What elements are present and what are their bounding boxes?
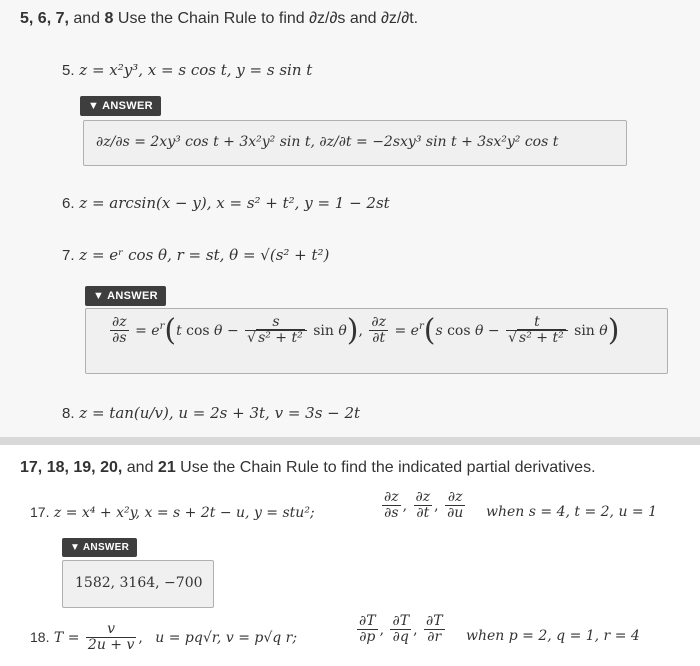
answer-toggle-7[interactable]: ▼ ANSWER <box>85 286 166 306</box>
answer-box-7 <box>85 308 668 374</box>
answer-17-text: 1582, 3164, −700 <box>75 575 203 591</box>
problem-8 <box>62 404 360 422</box>
section2-last: 21 <box>157 459 176 476</box>
problem-18-condition <box>466 628 640 644</box>
problem-18-partials: $\frac{\partial T}{\partial p}$ , $\frac{\partial T}{\partial q}$ , $\frac{\partial T}{\partial r}$ <box>359 613 443 646</box>
section2-and: and <box>126 459 154 476</box>
problem-5 <box>62 61 312 79</box>
answer-5-text: ∂z/∂s = 2xy³ cos t + 3x²y² sin t, ∂z/∂t = −2sxy³ sin t + 3sx²y² cos t <box>96 134 559 150</box>
problem-7-equation: z = eʳ cos θ, r = st, θ = √(s² + t²) <box>79 246 330 264</box>
section1-numbers: 5, 6, 7, <box>20 10 69 27</box>
problem-18-label: 18. <box>30 628 50 645</box>
problem-7-label: 7. <box>62 247 75 264</box>
answer-box-17 <box>62 560 214 608</box>
section2-numbers: 17, 18, 19, 20, <box>20 459 123 476</box>
problem-17-equation: z = x⁴ + x²y, x = s + 2t − u, y = stu²; <box>53 505 315 521</box>
section2-heading <box>20 459 596 477</box>
problem-5-equation: z = x²y³, x = s cos t, y = s sin t <box>79 61 313 79</box>
problem-6 <box>62 194 390 212</box>
section1-last: 8 <box>104 10 114 27</box>
problem-6-equation: z = arcsin(x − y), x = s² + t², y = 1 − 2st <box>79 194 390 212</box>
answer-toggle-5[interactable]: ▼ ANSWER <box>80 96 161 116</box>
section1-heading <box>20 10 418 28</box>
answer-toggle-17[interactable]: ▼ ANSWER <box>62 538 137 557</box>
problem-17-condition <box>486 504 657 520</box>
problem-8-label: 8. <box>62 405 75 422</box>
problem-5-label: 5. <box>62 62 75 79</box>
t-over-sqrt-fraction: $\frac{t}{\text{√ s² + t²}}$ <box>506 315 568 347</box>
problem-17-when: when s = 4, t = 2, u = 1 <box>486 504 657 520</box>
dz-ds-fraction: $\frac{\partial z}{\partial s}$ <box>112 314 127 347</box>
s-over-sqrt-fraction: $\frac{s}{\text{√ s² + t²}}$ <box>245 315 307 347</box>
problem-18-equation: u = pq√r, v = p√q r; <box>155 629 298 646</box>
dz-dt-fraction: $\frac{\partial z}{\partial t}$ <box>371 314 387 347</box>
problem-18: 18. T = $\frac{v}{2u + v}$ , u = pq√r, v = p√q r; <box>30 621 298 654</box>
problem-8-equation: z = tan(u/v), u = 2s + 3t, v = 3s − 2t <box>79 404 361 422</box>
problem-7 <box>62 246 329 264</box>
panel-divider <box>0 437 700 445</box>
problem-6-label: 6. <box>62 195 75 212</box>
problem-18-fraction: $\frac{v}{2u + v}$ <box>87 621 135 654</box>
problem-17-label: 17. <box>30 504 50 520</box>
problem-17-partials: $\frac{\partial z}{\partial s}$ , $\frac{\partial z}{\partial t}$ , $\frac{\partial z}{\partial u}$ <box>384 489 464 522</box>
problem-17 <box>30 504 315 521</box>
answer-7-formula: $\frac{\partial z}{\partial s}$ = $e^r(t$ cos θ − $\frac{s}{\text{√ s² + t²}}$ sin θ), $\frac{\partial z}{\partial t}$ = $e^r(s$ cos θ − $\frac{t}{\text{√ s² + t²}}$ sin θ) <box>112 312 620 348</box>
section1-instruction: Use the Chain Rule to find ∂z/∂s and ∂z/∂t. <box>117 10 419 27</box>
answer-box-5 <box>83 120 627 166</box>
problem-18-when: when p = 2, q = 1, r = 4 <box>466 628 640 644</box>
section2-instruction: Use the Chain Rule to find the indicated partial derivatives. <box>180 459 596 476</box>
section1-and: and <box>73 10 101 27</box>
